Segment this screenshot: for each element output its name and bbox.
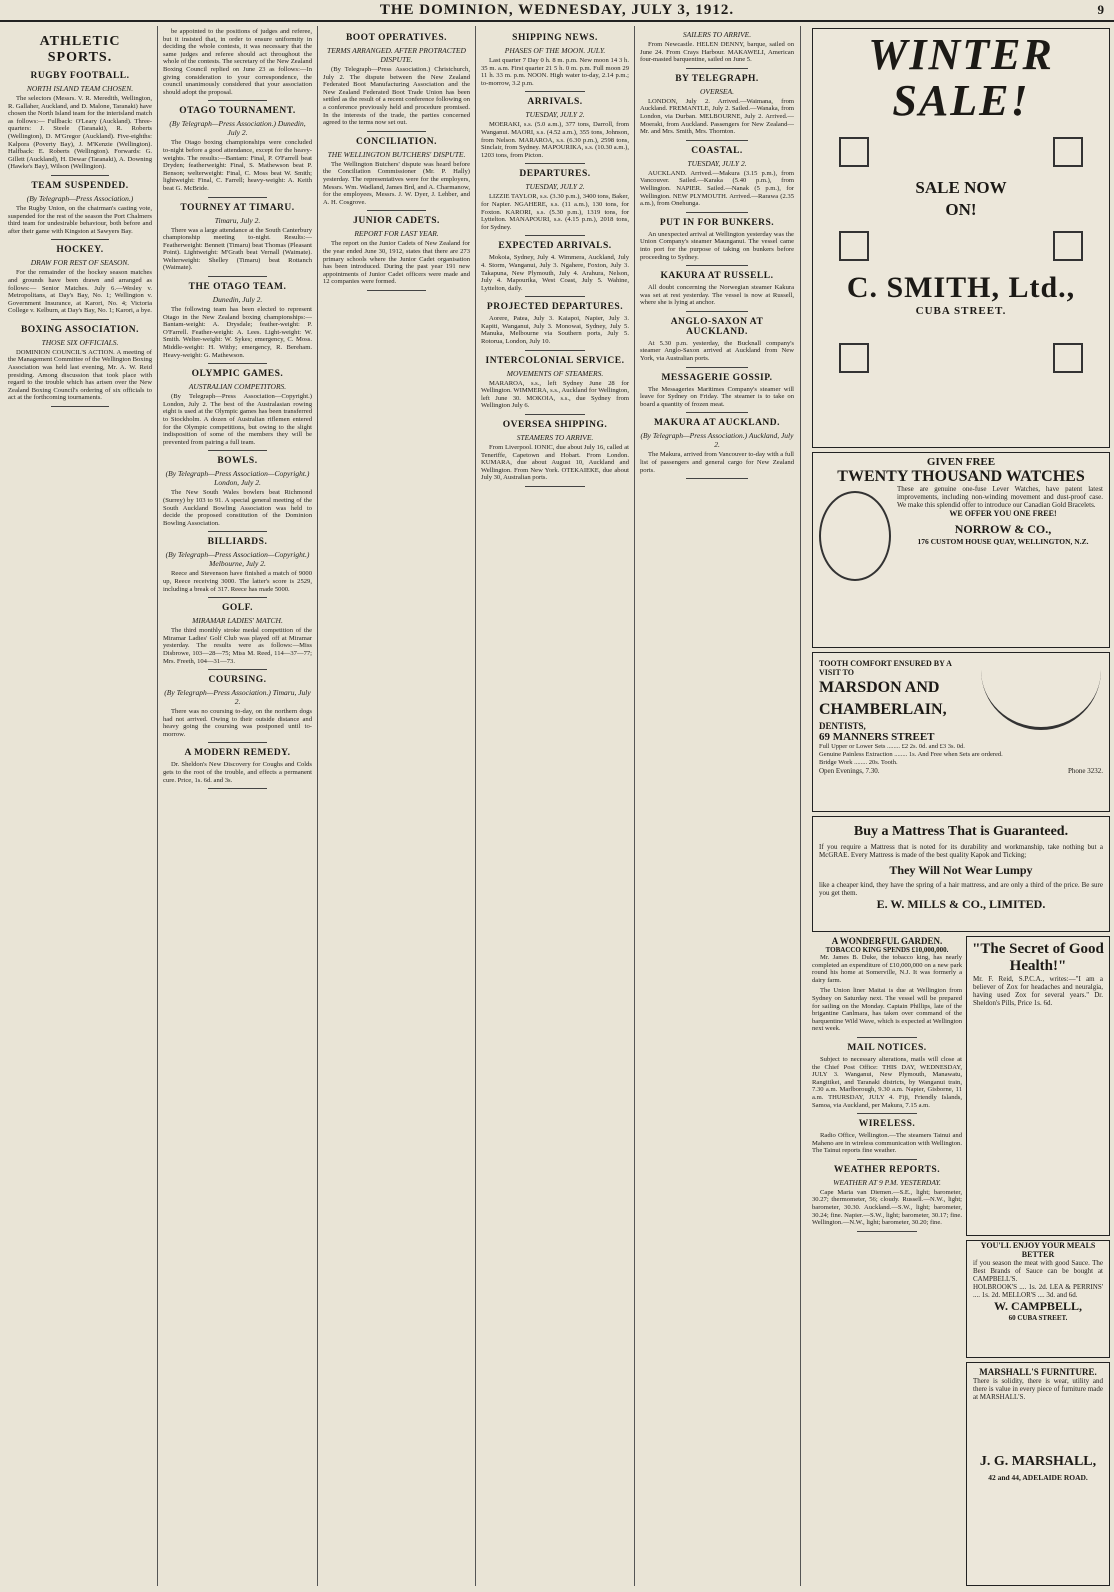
article-body: An unexpected arrival at Wellington yesterday was the Union Company's steamer Maunganui. The vessel came into port for the purpose of taking on bunkers before proceeding to Sydney.	[640, 230, 794, 261]
divider	[51, 175, 109, 176]
divider	[525, 486, 584, 487]
ornament-box-icon	[839, 343, 869, 373]
article-subheading: TUESDAY, JULY 2.	[525, 110, 585, 120]
good-health-ad	[966, 936, 1110, 1236]
column-shipping-telegraph	[636, 28, 798, 1586]
article-body: Mokoia, Sydney, July 4. Wimmera, Auckland, July 4. Storm, Wanganui, July 3. Ngahere, Foxton, July 3. Takapuna, New Plymouth, July 4. Arahura, Nelson, July 4. Mapourika, West Coast, July 5. Wahine, Lyttelton, daily.	[481, 254, 629, 292]
divider	[208, 450, 268, 451]
article-heading: PROJECTED DEPARTURES.	[486, 302, 624, 313]
article-heading: DEPARTURES.	[519, 169, 591, 180]
divider	[525, 163, 584, 164]
article-body: (By Telegraph—Press Association—Copyright.) London, July 2. The best of the Australasian rowing eight is used at the Olympic games has been transferred to Stockholm. A dozen of Australian riflemen entered for the Olympic competitions, but owing to the slight indisposition of some of the members they will be prevented from pairing a full team.	[163, 393, 312, 446]
article-body: Last quarter 7 Day 0 h. 8 m. p.m. New moon 14 3 h. 35 m. a.m. First quarter 21 5 h. 0 m. p.m. Full moon 29 11 h. 33 m. p.m. NOON. High water to-day, 2.14 p.m.; to-morrow, 3.2 p.m.	[481, 57, 629, 87]
company-name: C. SMITH, Ltd.,	[846, 271, 1076, 304]
ornament-box-icon	[1053, 137, 1083, 167]
article-body: be appointed to the positions of judges and referee, but it insisted that, in order to ensure uniformity in deciding the whole contests, it was necessary that the same judges and referee should act throughout the whole of the contests. The secretary of the New Zealand Boxing Council replied on June 23 as follows:—In giving consideration to your correspondence, the council unanimously considered that your association should adopt the proposal.	[163, 28, 312, 96]
article-heading: BOWLS.	[217, 456, 258, 467]
garden-title: A WONDERFUL GARDEN.	[831, 936, 943, 946]
article-body: The Makura, arrived from Vancouver to-day with a full list of passengers and general cargo for New Zealand ports.	[640, 451, 794, 474]
article-heading: THE OTAGO TEAM.	[188, 282, 287, 293]
health-text: Mr. F. Reid, S.P.C.A., writes:—"I am a believer of Zox for headaches and neuralgia, having used Zox for several years." Dr. Sheldon's Pills, Price 1s. 6d.	[973, 975, 1103, 1007]
article-body: All doubt concerning the Norwegian steamer Kakura was set at rest yesterday. The vessel is now at Russell, where she is lying at anchor.	[640, 284, 794, 307]
article-subheading: TUESDAY, JULY 2.	[687, 158, 747, 168]
divider	[525, 414, 584, 415]
ornament-box-icon	[839, 137, 869, 167]
article-subheading: PHASES OF THE MOON. JULY.	[504, 46, 606, 55]
masthead	[0, 0, 1114, 22]
divider	[208, 276, 268, 277]
article-heading: A MODERN REMEDY.	[184, 748, 291, 759]
divider	[686, 311, 748, 312]
free-watches-ad	[812, 452, 1110, 648]
marshall-company: J. G. MARSHALL,	[979, 1454, 1097, 1469]
watches-text: These are genuine one-fuse Lever Watches, have patent latest improvements, including non-winding movement and dust-proof case. We make this splendid offer to introduce our Canadian Gold Bracelets.	[897, 485, 1103, 509]
article-heading: MESSAGERIE GOSSIP.	[661, 372, 773, 383]
divider	[208, 742, 268, 743]
campbell-address: 60 CUBA STREET.	[1008, 1314, 1068, 1322]
divider	[367, 131, 426, 132]
article-body: At 5.30 p.m. yesterday, the Bucknall company's steamer Anglo-Saxon arrived at Auckland from New York, via Australian ports.	[640, 339, 794, 363]
dentist-name-1: MARSDON AND	[819, 679, 940, 696]
article-subheading: (By Telegraph—Press Association.) Auckland, July 2.	[640, 431, 794, 450]
article-body: The Messageries Maritimes Company's steamer will leave for Sydney on Friday. The steamer is to take on board a quantity of frozen meat.	[640, 385, 794, 408]
mattress-title: Buy a Mattress That is Guaranteed.	[853, 824, 1069, 839]
sale-now-on: SALE NOW ON!	[915, 178, 1007, 219]
article-body: AUCKLAND. Arrived.—Makura (3.15 p.m.), from Vancouver. Sailed.—Karaka (5.40 p.m.), from Wellington. NAPIER. Sailed.—Nanak (5 p.m.), for Wellington. NEW PLYMOUTH. Arrived.—Rarawa (2.35 a.m.), from Onehunga.	[640, 169, 794, 208]
article-heading: KAKURA AT RUSSELL.	[660, 271, 774, 282]
divider	[367, 210, 426, 211]
divider	[51, 406, 109, 407]
article-body: LIZZIE TAYLOR, s.s. (3.30 p.m.), 3400 tons, Baker, for Napier. NGAHERE, s.s. (11 a.m.), 130 tons, for Foxton. KARORI, s.s. (5.30 p.m.), 1319 tons, for Lyttelton. MANAPOURI, s.s. (4.15 p.m.), 2018 tons, for Sydney.	[481, 193, 629, 231]
divider	[208, 363, 268, 364]
article-heading: HOCKEY.	[56, 245, 104, 256]
article-body: The Otago boxing championships were concluded to-night before a good attendance, except for the heavy-weights. The results:—Bantam: Final, P. O'Farrell beat Dryden; featherweight: Final, S. Mathewson beat P. Benson; welterweight: Final, C. Moss beat W. Smith; lightweight: Final, C. Farrell; heavy-weight: A. Keith beat G. McBride.	[163, 139, 312, 192]
article-subheading: (By Telegraph—Press Association—Copyright.) London, July 2.	[165, 469, 310, 488]
mattress-text: If you require a Mattress that is noted for its durability and workmanship, take nothing but a McGRAE. Every Mattress is made of the best quality Kapok and Ticking;	[819, 843, 1103, 859]
dentist-street: 69 MANNERS STREET	[819, 731, 935, 743]
divider	[525, 235, 584, 236]
column-rule	[800, 26, 801, 1586]
column-athletic-sports	[4, 28, 156, 1586]
article-heading: BOXING ASSOCIATION.	[20, 324, 140, 335]
article-subheading: (By Telegraph—Press Association—Copyright.) Melbourne, July 2.	[165, 550, 310, 569]
divider	[525, 350, 584, 351]
divider	[686, 68, 748, 69]
article-body: Radio Office, Wellington.—The steamers Tainui and Maheno are in wireless communication with Wellington. The Tainui reports fine weather.	[812, 1132, 962, 1155]
divider	[51, 239, 109, 240]
article-heading: RUGBY FOOTBALL.	[30, 71, 130, 81]
article-subheading: AUSTRALIAN COMPETITORS.	[188, 382, 287, 392]
divider	[857, 1159, 917, 1160]
ornament-box-icon	[1053, 343, 1083, 373]
mattress-company: E. W. MILLS & CO., LIMITED.	[876, 897, 1046, 911]
article-heading: COURSING.	[208, 675, 267, 686]
article-heading: PUT IN FOR BUNKERS.	[659, 217, 775, 228]
dentist-ad	[812, 652, 1110, 812]
article-body: Reece and Stevenson have finished a match of 9000 up, Reece receiving 3000. The latter's score is 2529, including a break of 317. Reece has made 5000.	[163, 570, 312, 593]
article-subheading: Dunedin, July 2.	[212, 295, 263, 305]
column-rule	[157, 26, 158, 1586]
health-title: "The Secret of Good Health!"	[972, 941, 1104, 974]
article-body: From Liverpool. IONIC, due about July 16, called at Teneriffe, Capetown and Hobart. From London. KUMARA, due about August 10, Auckland and Wellington. From New York. OTEKAIEKE, due about July 30, Australian ports.	[481, 444, 629, 482]
article-heading: BOOT OPERATIVES.	[345, 33, 448, 43]
newspaper-title: THE DOMINION, WEDNESDAY, JULY 3, 1912.	[379, 1, 735, 18]
article-heading: TEAM SUSPENDED.	[31, 180, 129, 191]
watches-title: TWENTY THOUSAND WATCHES	[837, 468, 1085, 485]
mattress-text-2: like a cheaper kind, they have the spring of a hair mattress, and are only a third of the price. Be sure you get them.	[819, 881, 1103, 897]
campbell-items: HOLBROOK'S .... 1s. 2d. LEA & PERRINS' .... 1s. 2d. MELLOR'S .... 3d. and 6d.	[973, 1283, 1103, 1299]
divider	[208, 788, 268, 789]
article-body: The selectors (Messrs. V. R. Meredith, Wellington, R. Gallaher, Auckland, and D. Malone, Taranaki) have chosen the North Island team for the interisland match as follows:— Fullback: O'Leary (Auckland). Three-quarters: J. Steele (Taranaki), R. Roberts (Wellington), D. M'Gregor (Auckland). Five-eighths: Kalpora (Poverty Bay), J. M'Kenzie (Wellington). Halfback: E. Roberts (Wellington). Forwards: G. Gillett (Auckland), H. Dewar (Taranaki), A. Downing (Hawke's Bay), Wilson (Wellington).	[8, 95, 152, 171]
article-heading: CONCILIATION.	[355, 136, 437, 147]
article-heading: JUNIOR CADETS.	[353, 216, 440, 227]
divider	[367, 290, 426, 291]
campbell-company: W. CAMPBELL,	[994, 1299, 1082, 1313]
article-subheading: OVERSEA.	[700, 86, 734, 96]
divider	[857, 1231, 917, 1232]
article-heading: WIRELESS.	[858, 1119, 916, 1130]
dentist-phone: Phone 3232.	[1068, 767, 1103, 775]
mattress-claim: They Will Not Wear Lumpy	[889, 863, 1033, 877]
article-heading: GOLF.	[222, 603, 253, 614]
article-body: Aorere, Patea, July 3. Kaiapoi, Napier, July 3. Kapiti, Wanganui, July 3. Monowai, Sydney, July 5. Manuka, Melbourne via Southern ports, July 5. Rotorua, London, July 10.	[481, 315, 629, 346]
column-boxing	[159, 28, 316, 1586]
divider	[208, 197, 268, 198]
divider	[208, 531, 268, 532]
article-subheading: Timaru, July 2.	[214, 215, 261, 225]
divider	[51, 319, 109, 320]
article-heading: COASTAL.	[691, 145, 743, 156]
garden-article	[812, 936, 962, 1586]
article-body: There was no coursing to-day, on the northern dogs had not arrived. Owing to their outside distance and heavy going the coursing was postponed until to-morrow.	[163, 708, 312, 738]
article-body: The third monthly stroke medal competition of the Miramar Ladies' Golf Club was played off at Miramar yesterday. The results were as follows:—Miss Disbrowe, 103—28—75; Miss M. Reed, 114—37—77; Mrs. Freeth, 104—31—73.	[163, 627, 312, 665]
article-body: The Union liner Maitai is due at Wellington from Sydney on Saturday next. The vessel will be prepared for sailing on the Monday. Captain Phillips, late of the brigantine Canlmara, has taken over command of the barquentine Wild Wave, which is expected at Wellington next week.	[812, 987, 962, 1033]
article-subheading: STEAMERS TO ARRIVE.	[516, 433, 594, 443]
article-heading: TOURNEY AT TIMARU.	[180, 202, 295, 213]
article-heading: BILLIARDS.	[207, 537, 268, 548]
divider	[857, 1037, 917, 1038]
watches-company: NORROW & CO.,	[954, 522, 1052, 536]
article-body: DOMINION COUNCIL'S ACTION. A meeting of the Management Committee of the Wellington Boxing Association was held last evening, Mr. A. W. Reid presiding. Among discussion that took place with regard to the trouble which has arisen over the New Zealand Boxing Council's ordering of six officials to act at the forthcoming tournaments.	[8, 348, 152, 402]
article-heading: BY TELEGRAPH.	[675, 73, 759, 84]
page-number: 9	[1097, 2, 1104, 17]
column-shipping	[477, 28, 633, 1586]
article-body: The following team has been elected to represent Otago in the New Zealand boxing championships:—Bantam-weight: A. Drysdale; feather-weight: P. O'Farrell. Feather-weight: A. Lees. Light-weight: W. Smith. Welter-weight: W. Sykes; emergency, C. Moss. Middle-weight: H. Withy; emergency, R. Bereham. Heavy-weight: G. Mathewson.	[163, 306, 312, 359]
article-subheading: MIRAMAR LADIES' MATCH.	[192, 616, 283, 626]
article-heading: WEATHER REPORTS.	[833, 1164, 941, 1175]
article-heading: SHIPPING NEWS.	[512, 33, 598, 43]
article-body: The Wellington Butchers' dispute was heard before the Conciliation Commissioner (Mr. P. Hally) yesterday. The representatives were for the employers, Messrs. Wm. Wadland, James Brd, and A. Charmanow, for the employees, Messrs. J. W. Dyer, J. Lehber, and A. H. Cosgrove.	[323, 160, 470, 206]
article-body: MARAROA, s.s., left Sydney June 28 for Wellington. WIMMERA, s.s., Auckland for Wellington, left June 30. MOKOIA, s.s., due Sydney from Wellington July 6.	[481, 379, 629, 410]
article-heading: MAKURA AT AUCKLAND.	[653, 418, 781, 429]
article-subheading: (By Telegraph—Press Association.) Dunedin, July 2.	[169, 119, 306, 138]
campbell-head: YOU'LL ENJOY YOUR MEALS BETTER	[980, 1241, 1096, 1259]
article-heading: OTAGO TOURNAMENT.	[179, 106, 296, 117]
column-rule	[475, 26, 476, 1586]
article-subheading: WEATHER AT 9 P.M. YESTERDAY.	[833, 1177, 941, 1187]
divider	[686, 412, 748, 413]
article-body: Dr. Sheldon's New Discovery for Coughs and Colds gets to the root of the trouble, and effects a permanent cure. Price, 1s. 6d. and 3s.	[163, 761, 312, 784]
marshall-head: MARSHALL'S FURNITURE.	[979, 1367, 1097, 1377]
section-heading: ATHLETIC SPORTS.	[39, 34, 121, 65]
mattress-ad	[812, 816, 1110, 932]
dentist-price-1: Full Upper or Lower Sets ........ £2 2s. 0d. and £3 3s. 0d.	[819, 743, 965, 750]
divider	[686, 367, 748, 368]
watches-address: 176 CUSTOM HOUSE QUAY, WELLINGTON, N.Z.	[917, 537, 1089, 546]
column-rule	[317, 26, 318, 1586]
divider	[686, 478, 748, 479]
given-free: GIVEN FREE	[926, 456, 996, 468]
article-heading: OLYMPIC GAMES.	[191, 369, 284, 380]
article-heading: ARRIVALS.	[527, 97, 583, 108]
marshall-furniture-ad	[966, 1362, 1110, 1586]
article-subheading: (By Telegraph—Press Association.)	[26, 193, 134, 203]
sale-line: SALE!	[892, 76, 1030, 125]
campbell-text: if you season the meat with good Sauce. The Best Brands of Sauce can be bought at CAMPBELL'S.	[973, 1259, 1103, 1283]
article-subheading: THOSE SIX OFFICIALS.	[41, 337, 119, 347]
article-subheading: DRAW FOR REST OF SEASON.	[30, 258, 130, 268]
article-body: Subject to necessary alterations, mails will close at the Chief Post Office: THIS DAY, WEDNESDAY, JULY 3. Wanganui, New Plymouth, Manawatu, Rangitikei, and Taranaki districts, by Wanganui train, 7.30 a.m. Marlborough, 9.30 a.m. Napier, Gisborne, 11 a.m. THURSDAY, JULY 4. Fiji, Friendly Islands, Samoa, via Auckland, per Makura, 7.15 a.m.	[812, 1055, 962, 1109]
dentist-name-2: CHAMBERLAIN,	[819, 701, 947, 718]
column-rule	[634, 26, 635, 1586]
article-subheading: MOVEMENTS OF STEAMERS.	[506, 368, 604, 378]
divider	[686, 265, 748, 266]
article-body: The Rugby Union, on the chairman's casting vote, suspended for the rest of the season the Port Chalmers third team for undesirable behaviour, both before and after their game with Kingston at Sawyers Bay.	[8, 204, 152, 235]
divider	[208, 669, 268, 670]
dentist-price-2: Genuine Painless Extraction ........ 1s. And Free when Sets are ordered.	[819, 751, 1003, 758]
article-body: For the remainder of the hockey season matches and grounds have been drawn and arranged as follows:— Senior Matches. July 6.—Wesley v. Metropolitans, at Day's Bay, No. 1; Wellington v. Government Insurance, at Karori, No. 4; Victoria College v. Kelburn, at Day's Bay, No. 1; Karori, a bye.	[8, 269, 152, 315]
article-subheading: (By Telegraph—Press Association.) Timaru, July 2.	[164, 688, 311, 707]
divider	[525, 91, 584, 92]
divider	[208, 597, 268, 598]
divider	[525, 296, 584, 297]
divider	[686, 140, 748, 141]
article-body: The report on the Junior Cadets of New Zealand for the year ended June 30, 1912, states that there are 273 primary schools where the Junior Cadet organisation has been introduced. During the past year 191 new appointments of Junior Cadet officers were made and 12 companies were formed.	[323, 240, 470, 286]
watches-offer: WE OFFER YOU ONE FREE!	[949, 509, 1057, 518]
article-subheading: TERMS ARRANGED. AFTER PROTRACTED DISPUTE.	[327, 46, 466, 64]
marshall-text: There is solidity, there is wear, utility and there is value in every piece of furniture made at MARSHALL'S.	[973, 1377, 1103, 1401]
ornament-box-icon	[839, 231, 869, 261]
divider	[857, 1113, 917, 1114]
article-body: MOERAKI, s.s. (5.0 a.m.), 377 tons, Darroll, from Wanganui. MAORI, s.s. (4.52 a.m.), 355 tons, Johnson, from Nelson. MARAROA, s.s. (6.30 p.m.), 2598 tons, Sinclair, from Sydney. MAPOURIKA, s.s. (10.30 a.m.), 1203 tons, from Picton.	[481, 121, 629, 159]
article-body: Cape Maria van Diemen.—S.E., light; barometer, 30.27; thermometer, 56; cloudy. Russell.—N.W., light; barometer, 30.30. Auckland.—S.W., light; barometer, 30.24; fine. Napier.—S.W., light; barometer, 30.17; fine. Wellington.—N.W., light; barometer, 30.20; fine.	[812, 1188, 962, 1227]
marshall-address: 42 and 44, ADELAIDE ROAD.	[988, 1473, 1088, 1482]
article-body: There was a large attendance at the South Canterbury championship meeting to-night. Results:—Featherweight: Bennett (Timaru) beat Thomas (Pleasant Point). Lightweight: M'Grath beat Vernall (Waimate). Welterweight: Shelley (Timaru) beat Rottanch (Waimate).	[163, 226, 312, 272]
campbell-sauce-ad	[966, 1240, 1110, 1358]
article-heading: OVERSEA SHIPPING.	[502, 420, 608, 431]
article-body: (By Telegraph—Press Association.) Christchurch, July 2. The dispute between the New Zealand Federated Boot Manufacturing Association and the New Zealand Federated Boot Trade Union has been settled as the result of a recent conference following on a conference previously held and procedure promised. In the interests of the trade, the parties concerned agreed to the terms now set out.	[323, 66, 470, 127]
divider	[208, 100, 268, 101]
article-heading: INTERCOLONIAL SERVICE.	[485, 355, 625, 366]
garden-sub: TOBACCO KING SPENDS £10,000,000.	[825, 946, 949, 954]
article-heading: EXPECTED ARRIVALS.	[498, 241, 612, 252]
article-heading: ANGLO-SAXON AT AUCKLAND.	[670, 316, 764, 337]
dentist-open: Open Evenings, 7.30.	[819, 767, 880, 775]
company-street: CUBA STREET.	[915, 305, 1007, 317]
column-boot-operatives	[319, 28, 474, 1586]
article-subheading: REPORT FOR LAST YEAR.	[354, 229, 439, 239]
article-subheading: THE WELLINGTON BUTCHERS' DISPUTE.	[327, 149, 466, 159]
dentist-head: TOOTH COMFORT ENSURED BY A VISIT TO	[819, 659, 952, 677]
ornament-box-icon	[1053, 231, 1083, 261]
winter-line: WINTER	[868, 30, 1054, 79]
article-subheading: NORTH ISLAND TEAM CHOSEN.	[26, 84, 134, 93]
article-subheading: TUESDAY, JULY 2.	[525, 182, 585, 192]
winter-sale-ad	[812, 28, 1110, 448]
divider	[686, 212, 748, 213]
article-body: The New South Wales bowlers beat Richmond (Surrey) by 103 to 91. A special general meeting of the South Auckland Bowling Association was held to decide the proposed constitution of the Dominion Bowling Association.	[163, 489, 312, 527]
article-body: LONDON, July 2. Arrived.—Waimana, from Auckland. FREMANTLE, July 2. Sailed.—Wanaka, from London, via Durban. MELBOURNE, July 2. Arrived.—Moeraki, from Auckland. Passengers for New Zealand—Mr. and Mrs. Smith, Mrs. Thornton.	[640, 97, 794, 136]
article-subheading: SAILERS TO ARRIVE.	[682, 30, 752, 39]
garden-text: Mr. James B. Duke, the tobacco king, has nearly completed an expenditure of £10,000,000 on a new park round his home at Somerville, N.J. It was formerly a dairy farm.	[812, 954, 962, 984]
article-heading: MAIL NOTICES.	[847, 1042, 927, 1053]
pocket-watch-icon	[819, 491, 891, 581]
dentist-price-3: Bridge Work ........ 20s. Tooth.	[819, 759, 898, 766]
article-body: From Newcastle. HELEN DENNY, barque, sailed on June 24. From Crays Harbour. MAKAWELI, American four-masted barquentine, sailed on June 5.	[640, 41, 794, 64]
dentist-label: DENTISTS,	[819, 721, 866, 731]
